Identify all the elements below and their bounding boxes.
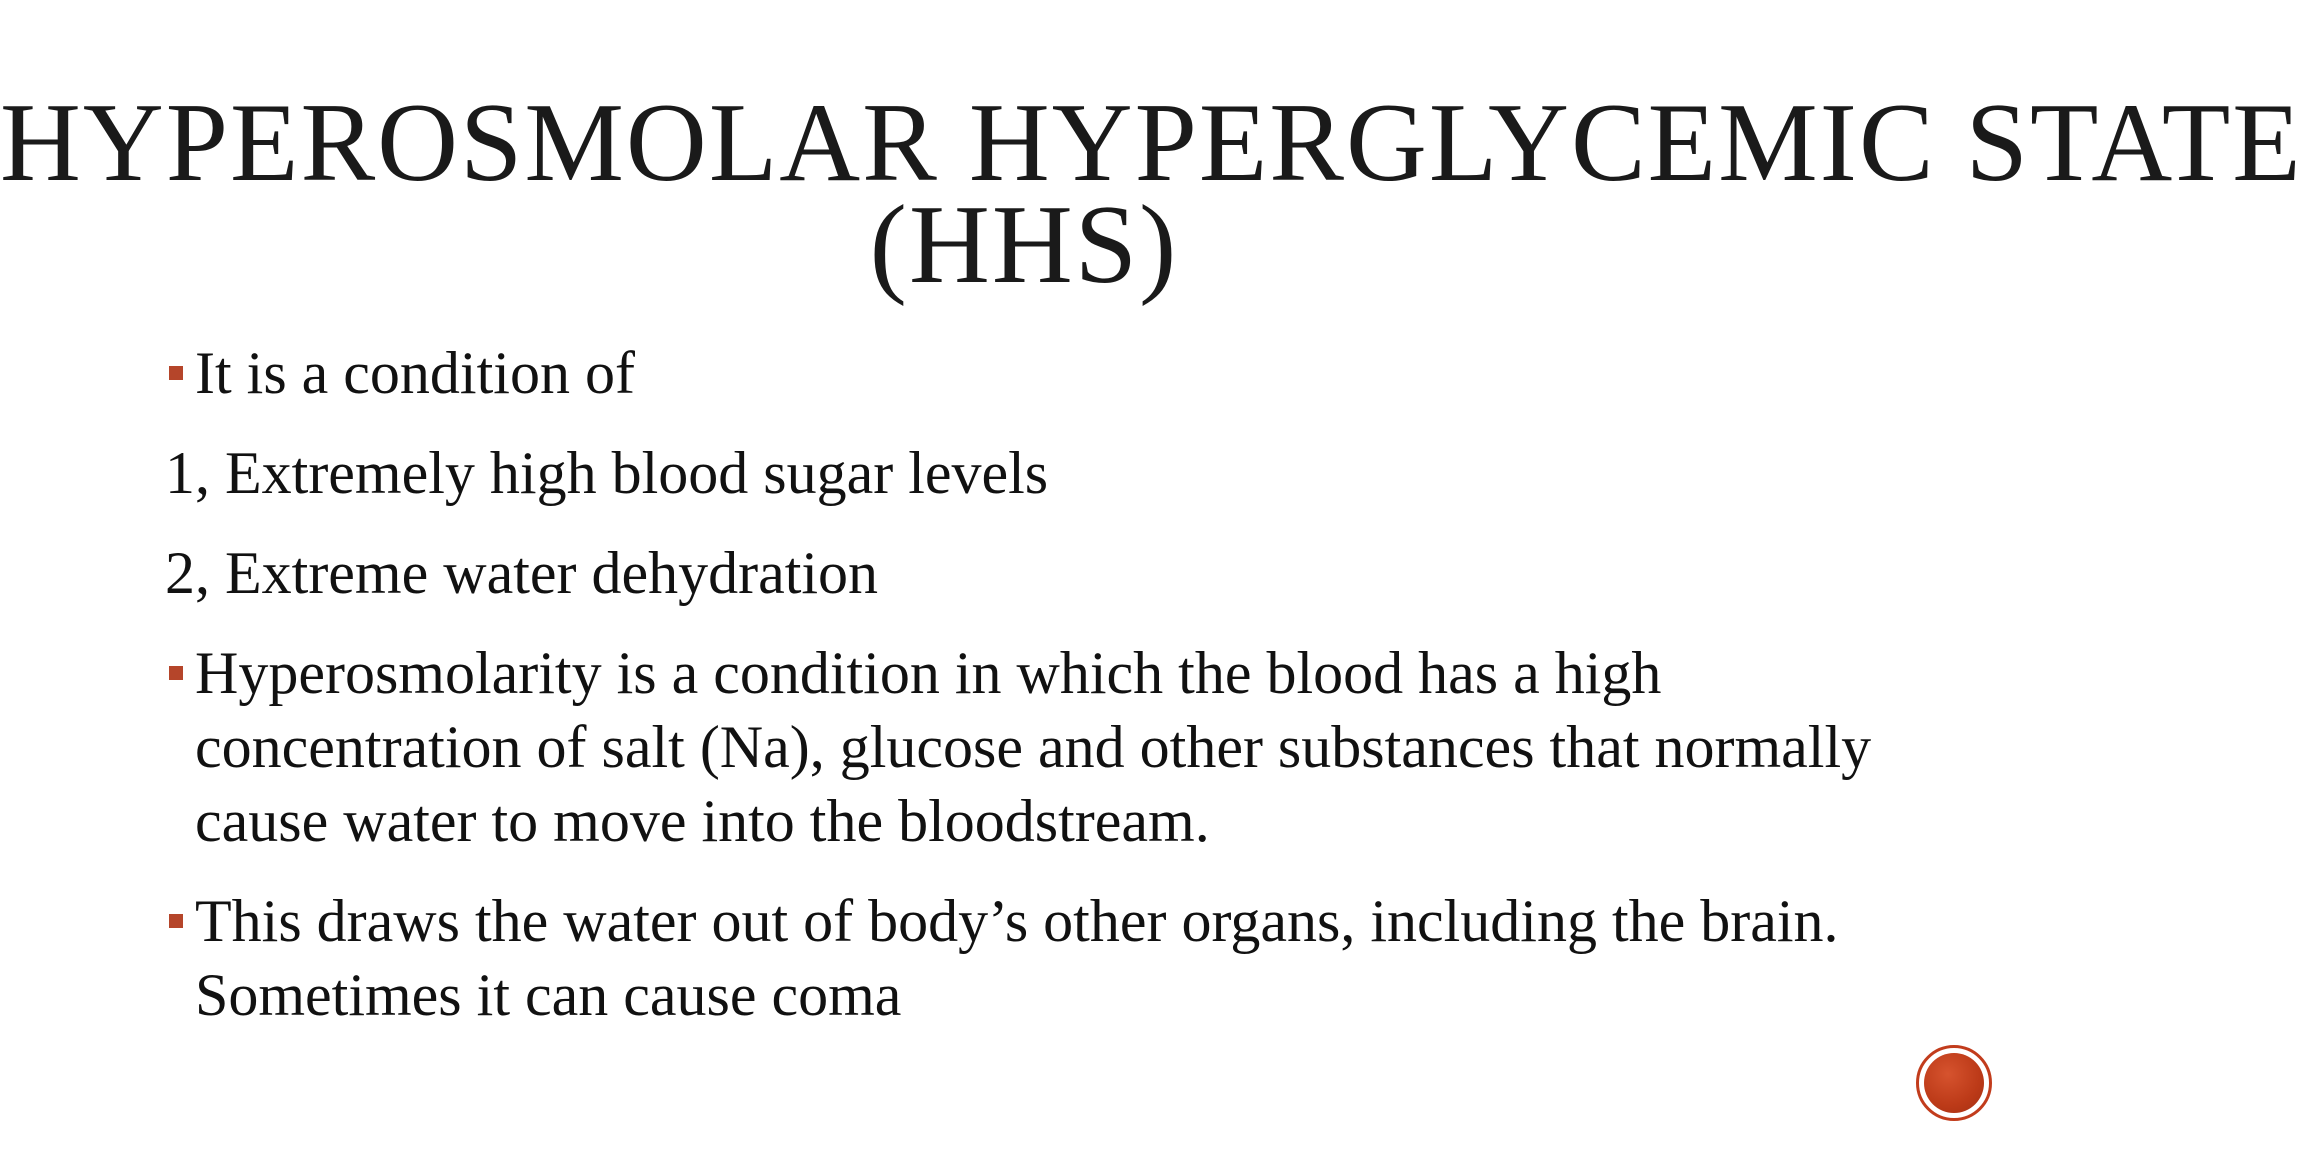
square-bullet-icon — [169, 666, 183, 680]
square-bullet-icon — [169, 914, 183, 928]
title-line-2: (HHS) — [869, 183, 1179, 307]
list-item — [165, 636, 1925, 858]
red-circle-badge-icon — [1916, 1045, 1992, 1121]
list-item-text: This draws the water out of body’s other organs, including the brain. Sometimes it can cause coma — [195, 888, 1839, 1028]
slide-title — [0, 81, 2303, 307]
list-item-text: Hyperosmolarity is a condition in which the blood has a high concentration of salt (Na), glucose and other substances that normally cause water to move into the bloodstream. — [195, 640, 1872, 854]
slide-body — [165, 336, 1925, 1058]
list-item-text: 1, Extremely high blood sugar levels — [165, 440, 1049, 506]
square-bullet-icon — [169, 366, 183, 380]
title-line-1: HYPEROSMOLAR HYPERGLYCEMIC STATE — [0, 81, 2303, 205]
list-item-text: 2, Extreme water dehydration — [165, 540, 879, 606]
list-item — [165, 436, 1925, 510]
badge-fill — [1924, 1053, 1984, 1113]
list-item — [165, 336, 1925, 410]
list-item — [165, 884, 1925, 1032]
list-item — [165, 536, 1925, 610]
list-item-text: It is a condition of — [195, 340, 635, 406]
